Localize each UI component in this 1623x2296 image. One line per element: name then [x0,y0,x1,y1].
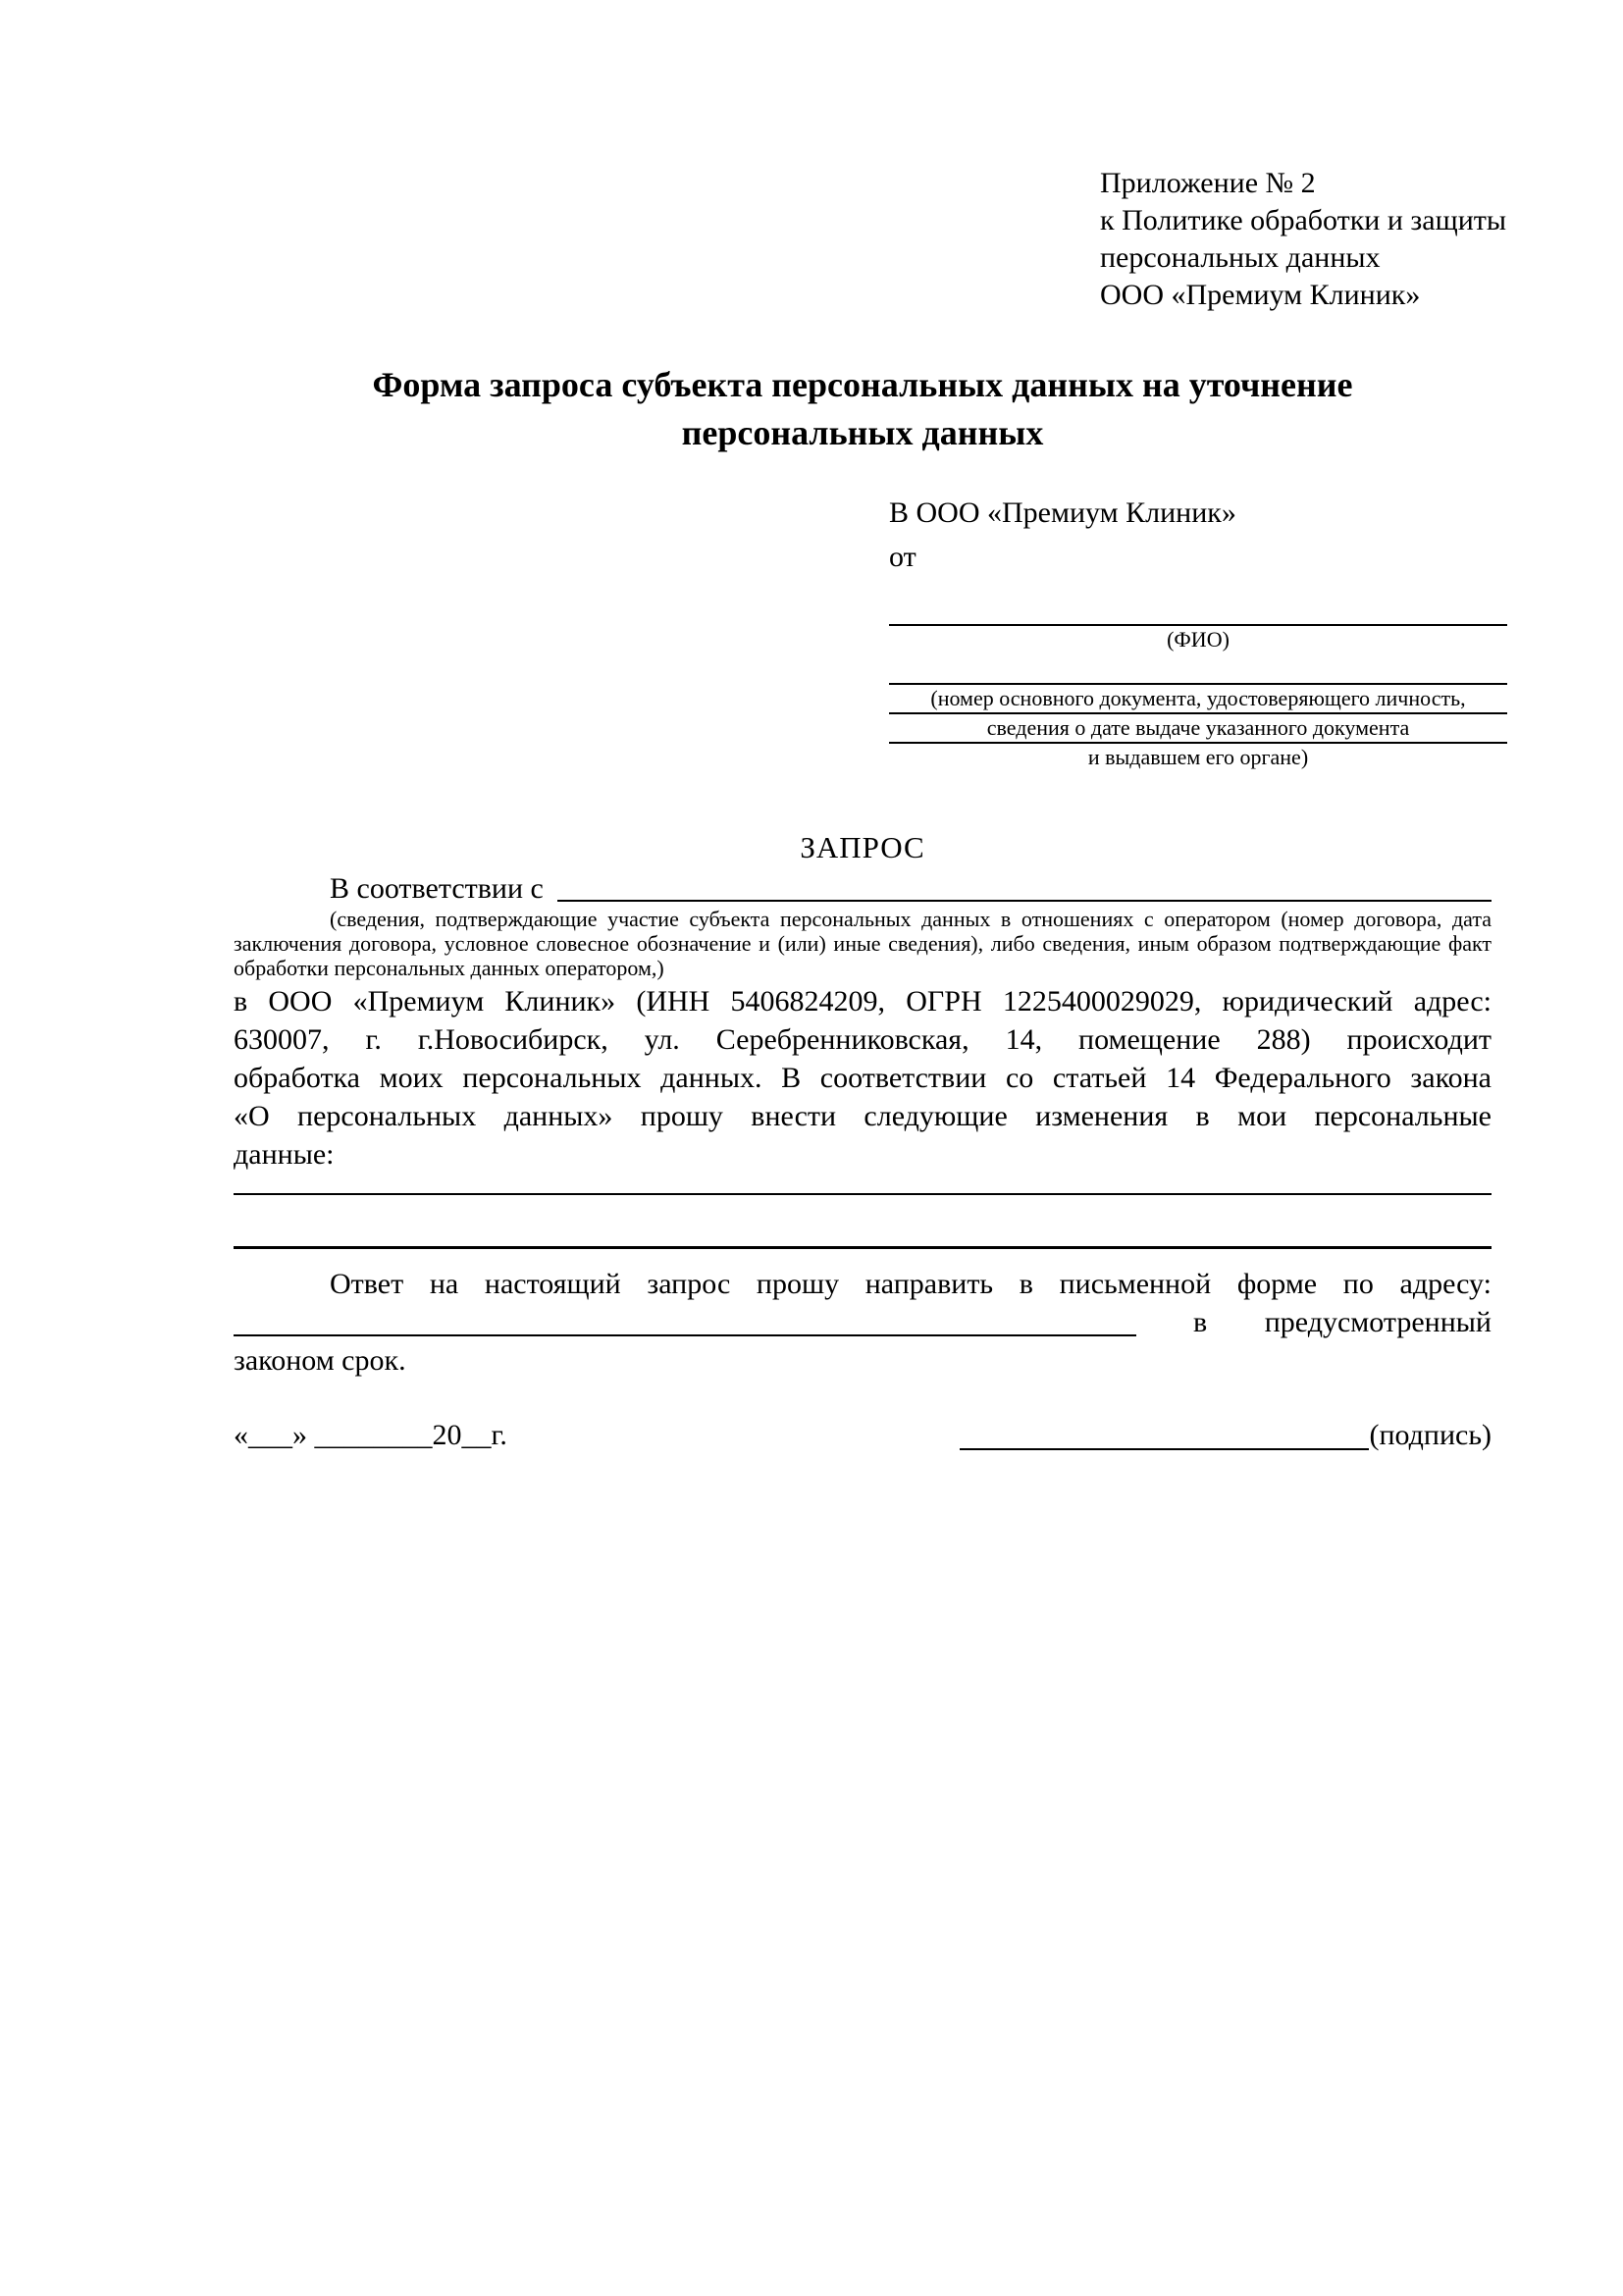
document-number-field-caption: (номер основного документа, удостоверяющего личность, [930,686,1466,710]
document-number-field-line [889,653,1507,685]
issue-date-field [889,712,1507,742]
signature-caption: (подпись) [1369,1419,1492,1451]
request-heading: ЗАПРОС [800,830,925,864]
request-body-line: 630007, г. г.Новосибирск, ул. Серебренниковская, 14, помещение 288) происходит [234,1023,1492,1056]
compliance-note-line: заключения договора, условное словесное обозначение и (или) иные сведения), либо сведения, иным образом подтверждающие факт [234,931,1492,956]
signature-group [960,1416,1492,1455]
appendix-line: ООО «Премиум Клиник» [1100,279,1421,311]
signature-blank-line [960,1416,1369,1450]
compliance-note-line: обработки персональных данных оператором,) [234,956,664,980]
compliance-note [234,907,1492,980]
response-clause-line1: Ответ на настоящий запрос прошу направить в письменной форме по адресу: [330,1268,1492,1300]
response-clause-word2: предусмотренный [1264,1306,1492,1338]
request-body-line: данные: [234,1138,335,1171]
addressee-from-label: от [889,541,916,573]
changes-blank-line-1 [234,1174,1492,1195]
document-number-field [889,653,1507,712]
response-clause-line3: законом срок. [234,1344,406,1377]
addressee-organization: В ООО «Премиум Клиник» [889,496,1236,529]
fio-field-line [889,579,1507,626]
changes-blank-line-2 [234,1195,1492,1249]
issuing-authority-field [889,742,1507,771]
appendix-block [1100,165,1551,314]
date-signature-row [234,1416,1492,1455]
issue-date-field-caption: сведения о дате выдаче указанного документа [986,715,1410,740]
response-address-blank-line [234,1304,1136,1336]
compliance-intro-row [234,871,1492,907]
fio-field [889,579,1507,653]
request-body-line: в ООО «Премиум Клиник» (ИНН 5406824209, ОГРН 1225400029029, юридический адрес: [234,985,1492,1018]
request-body [234,982,1492,1174]
issuing-authority-field-caption: и выдавшем его органе) [1087,745,1309,769]
compliance-blank-line [557,871,1492,902]
response-clause-word1: в [1193,1306,1208,1338]
date-field: «___» ________20__г. [234,1419,507,1451]
compliance-note-line: (сведения, подтверждающие участие субъекта персональных данных в отношениях с оператором (номер договора, дата [330,907,1492,931]
response-address-row [234,1304,1492,1341]
request-body-line: обработка моих персональных данных. В соответствии со статьей 14 Федерального закона [234,1062,1492,1094]
appendix-line: персональных данных [1100,241,1381,274]
appendix-line: Приложение № 2 [1100,167,1316,199]
form-title: Форма запроса субъекта персональных данных на уточнение персональных данных [372,365,1353,452]
compliance-intro-label: В соответствии с [330,872,544,905]
appendix-line: к Политике обработки и защиты [1100,204,1507,236]
request-body-line: «О персональных данных» прошу внести следующие изменения в мои персональные [234,1100,1492,1132]
fio-field-caption: (ФИО) [1167,627,1230,652]
addressee-block [889,491,1507,771]
